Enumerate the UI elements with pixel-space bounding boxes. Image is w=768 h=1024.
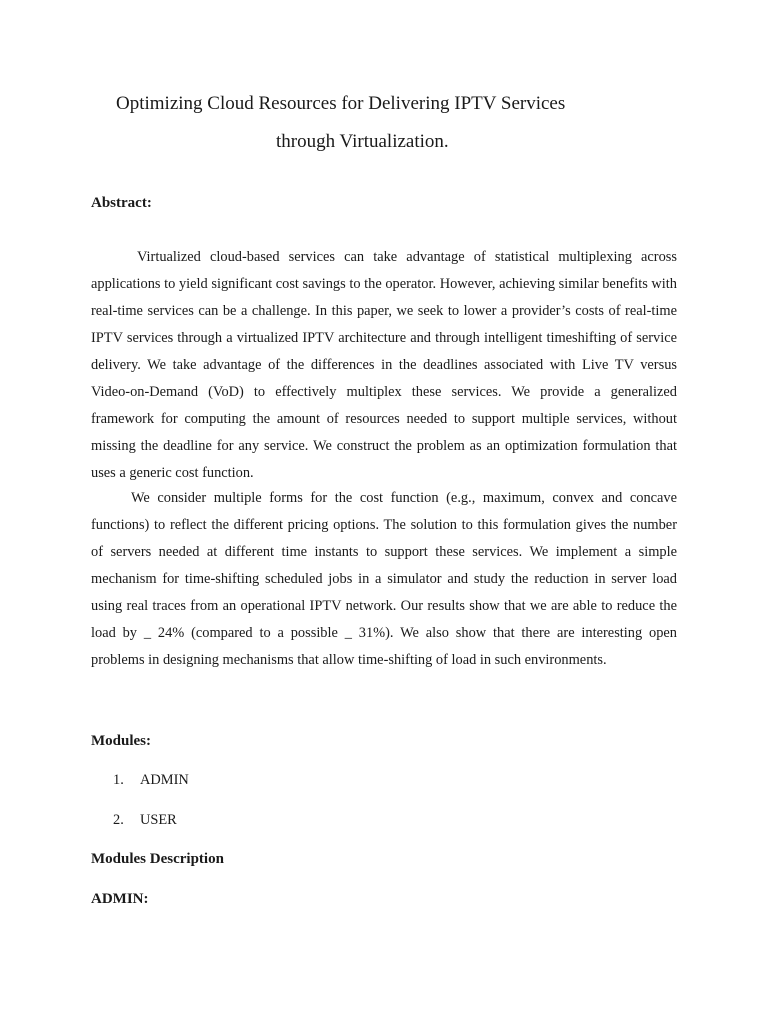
modules-description-heading: Modules Description [91, 851, 224, 867]
module-list-item [113, 811, 177, 829]
module-list-label: USER [140, 812, 177, 828]
modules-heading: Modules: [91, 733, 151, 749]
document-title-line1: Optimizing Cloud Resources for Delivering IPTV Services [116, 93, 566, 114]
abstract-paragraph-1: Virtualized cloud-based services can take advantage of statistical multiplexing across applications to yield significant cost savings to the operator. However, achieving similar benefits with real-time services can be a challenge. In this paper, we seek to lower a provider’s costs of real-time IPTV services through a virtualized IPTV architecture and through intelligent timeshifting of service delivery. We take advantage of the differences in the deadlines associated with Live TV versus Video-on-Demand (VoD) to effectively multiplex these services. We provide a generalized framework for computing the amount of resources needed to support multiple services, without missing the deadline for any service. We construct the problem as an optimization formulation that uses a generic cost function. [91, 249, 677, 481]
admin-heading: ADMIN: [91, 891, 149, 907]
abstract-paragraph-2: We consider multiple forms for the cost function (e.g., maximum, convex and concave functions) to reflect the different pricing options. The solution to this formulation gives the number of servers needed at different time instants to support these services. We implement a simple mechanism for time-shifting scheduled jobs in a simulator and study the reduction in server load using real traces from an operational IPTV network. Our results show that we are able to reduce the load by _ 24% (compared to a possible _ 31%). We also show that there are interesting open problems in designing mechanisms that allow time-shifting of load in such environments. [91, 490, 677, 668]
module-list-number: 2. [113, 812, 124, 828]
abstract-heading: Abstract: [91, 195, 152, 211]
document-title-line2: through Virtualization. [276, 131, 449, 152]
module-list-label: ADMIN [140, 772, 189, 788]
module-list-item [113, 771, 189, 789]
module-list-number: 1. [113, 772, 124, 788]
